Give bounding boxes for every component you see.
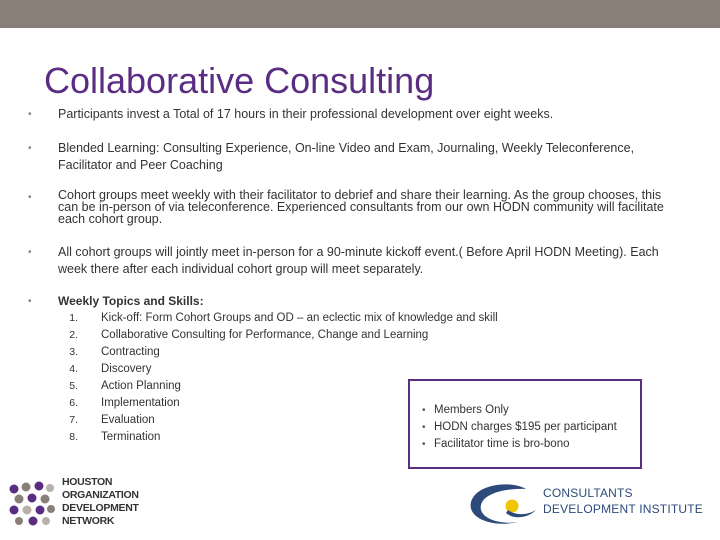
- bullet-text: Blended Learning: Consulting Experience, On-line Video and Exam, Journaling, Weekly Teleconference, Facilitator and Peer Coaching: [58, 141, 635, 172]
- topic-text: Evaluation: [101, 414, 155, 426]
- topic-text: Discovery: [101, 363, 152, 375]
- topic-text: Kick-off: Form Cohort Groups and OD – an eclectic mix of knowledge and skill: [101, 312, 498, 324]
- topic-number: 5.: [69, 380, 78, 392]
- bullet-icon: •: [422, 405, 426, 416]
- cdi-logo: [466, 478, 716, 534]
- bullet-text: Participants invest a Total of 17 hours in their professional development over eight weeks.: [58, 107, 554, 121]
- topic-number: 7.: [69, 414, 78, 426]
- cdi-wordmark: [543, 485, 703, 517]
- topic-item: [28, 327, 548, 344]
- bullet-icon: •: [28, 247, 32, 258]
- topics-heading: Weekly Topics and Skills:: [58, 294, 204, 308]
- cdi-line: CONSULTANTS: [543, 486, 633, 500]
- info-box: [408, 379, 642, 469]
- topic-number: 6.: [69, 397, 78, 409]
- bullet-icon: •: [28, 192, 32, 203]
- topic-number: 4.: [69, 363, 78, 375]
- bullet-text: All cohort groups will jointly meet in-person for a 90-minute kickoff event.( Before April HODN Meeting). Each week there after each individual cohort group will meet separately.: [58, 245, 659, 276]
- topic-item: [28, 310, 548, 327]
- topic-number: 2.: [69, 329, 78, 341]
- hodn-line: NETWORK: [62, 515, 115, 527]
- bullet-icon: •: [422, 422, 426, 433]
- topic-number: 8.: [69, 431, 78, 443]
- slide-title: Collaborative Consulting: [44, 60, 435, 101]
- topic-item: [28, 344, 548, 361]
- topic-text: Collaborative Consulting for Performance, Change and Learning: [101, 329, 429, 341]
- hodn-line: DEVELOPMENT: [62, 502, 139, 514]
- hodn-line: ORGANIZATION: [62, 489, 139, 501]
- cdi-swoosh-icon: [466, 480, 540, 530]
- info-text: Facilitator time is bro-bono: [434, 438, 570, 450]
- bullet-icon: •: [28, 143, 32, 154]
- topic-text: Implementation: [101, 397, 180, 409]
- bullet-icon: •: [28, 296, 32, 307]
- info-text: Members Only: [434, 404, 509, 416]
- hodn-line: HOUSTON: [62, 476, 113, 488]
- hodn-dots-icon: [6, 478, 58, 530]
- topic-text: Termination: [101, 431, 161, 443]
- hodn-wordmark: [62, 476, 139, 528]
- info-text: HODN charges $195 per participant: [434, 421, 617, 433]
- bullet-text: Cohort groups meet weekly with their facilitator to debrief and share their learning. As the group chooses, this can be in-person of via teleconference. Experienced consultants from our own HODN community will facilitate each cohort group.: [58, 188, 664, 226]
- topic-number: 3.: [69, 346, 78, 358]
- topic-text: Contracting: [101, 346, 160, 358]
- bullet-icon: •: [28, 109, 32, 120]
- topic-item: [28, 361, 548, 378]
- hodn-logo: [6, 476, 146, 532]
- top-accent-bar: [0, 0, 720, 28]
- topic-text: Action Planning: [101, 380, 181, 392]
- bullet-icon: •: [422, 439, 426, 450]
- cdi-line: DEVELOPMENT INSTITUTE: [543, 502, 704, 516]
- topic-number: 1.: [69, 312, 78, 324]
